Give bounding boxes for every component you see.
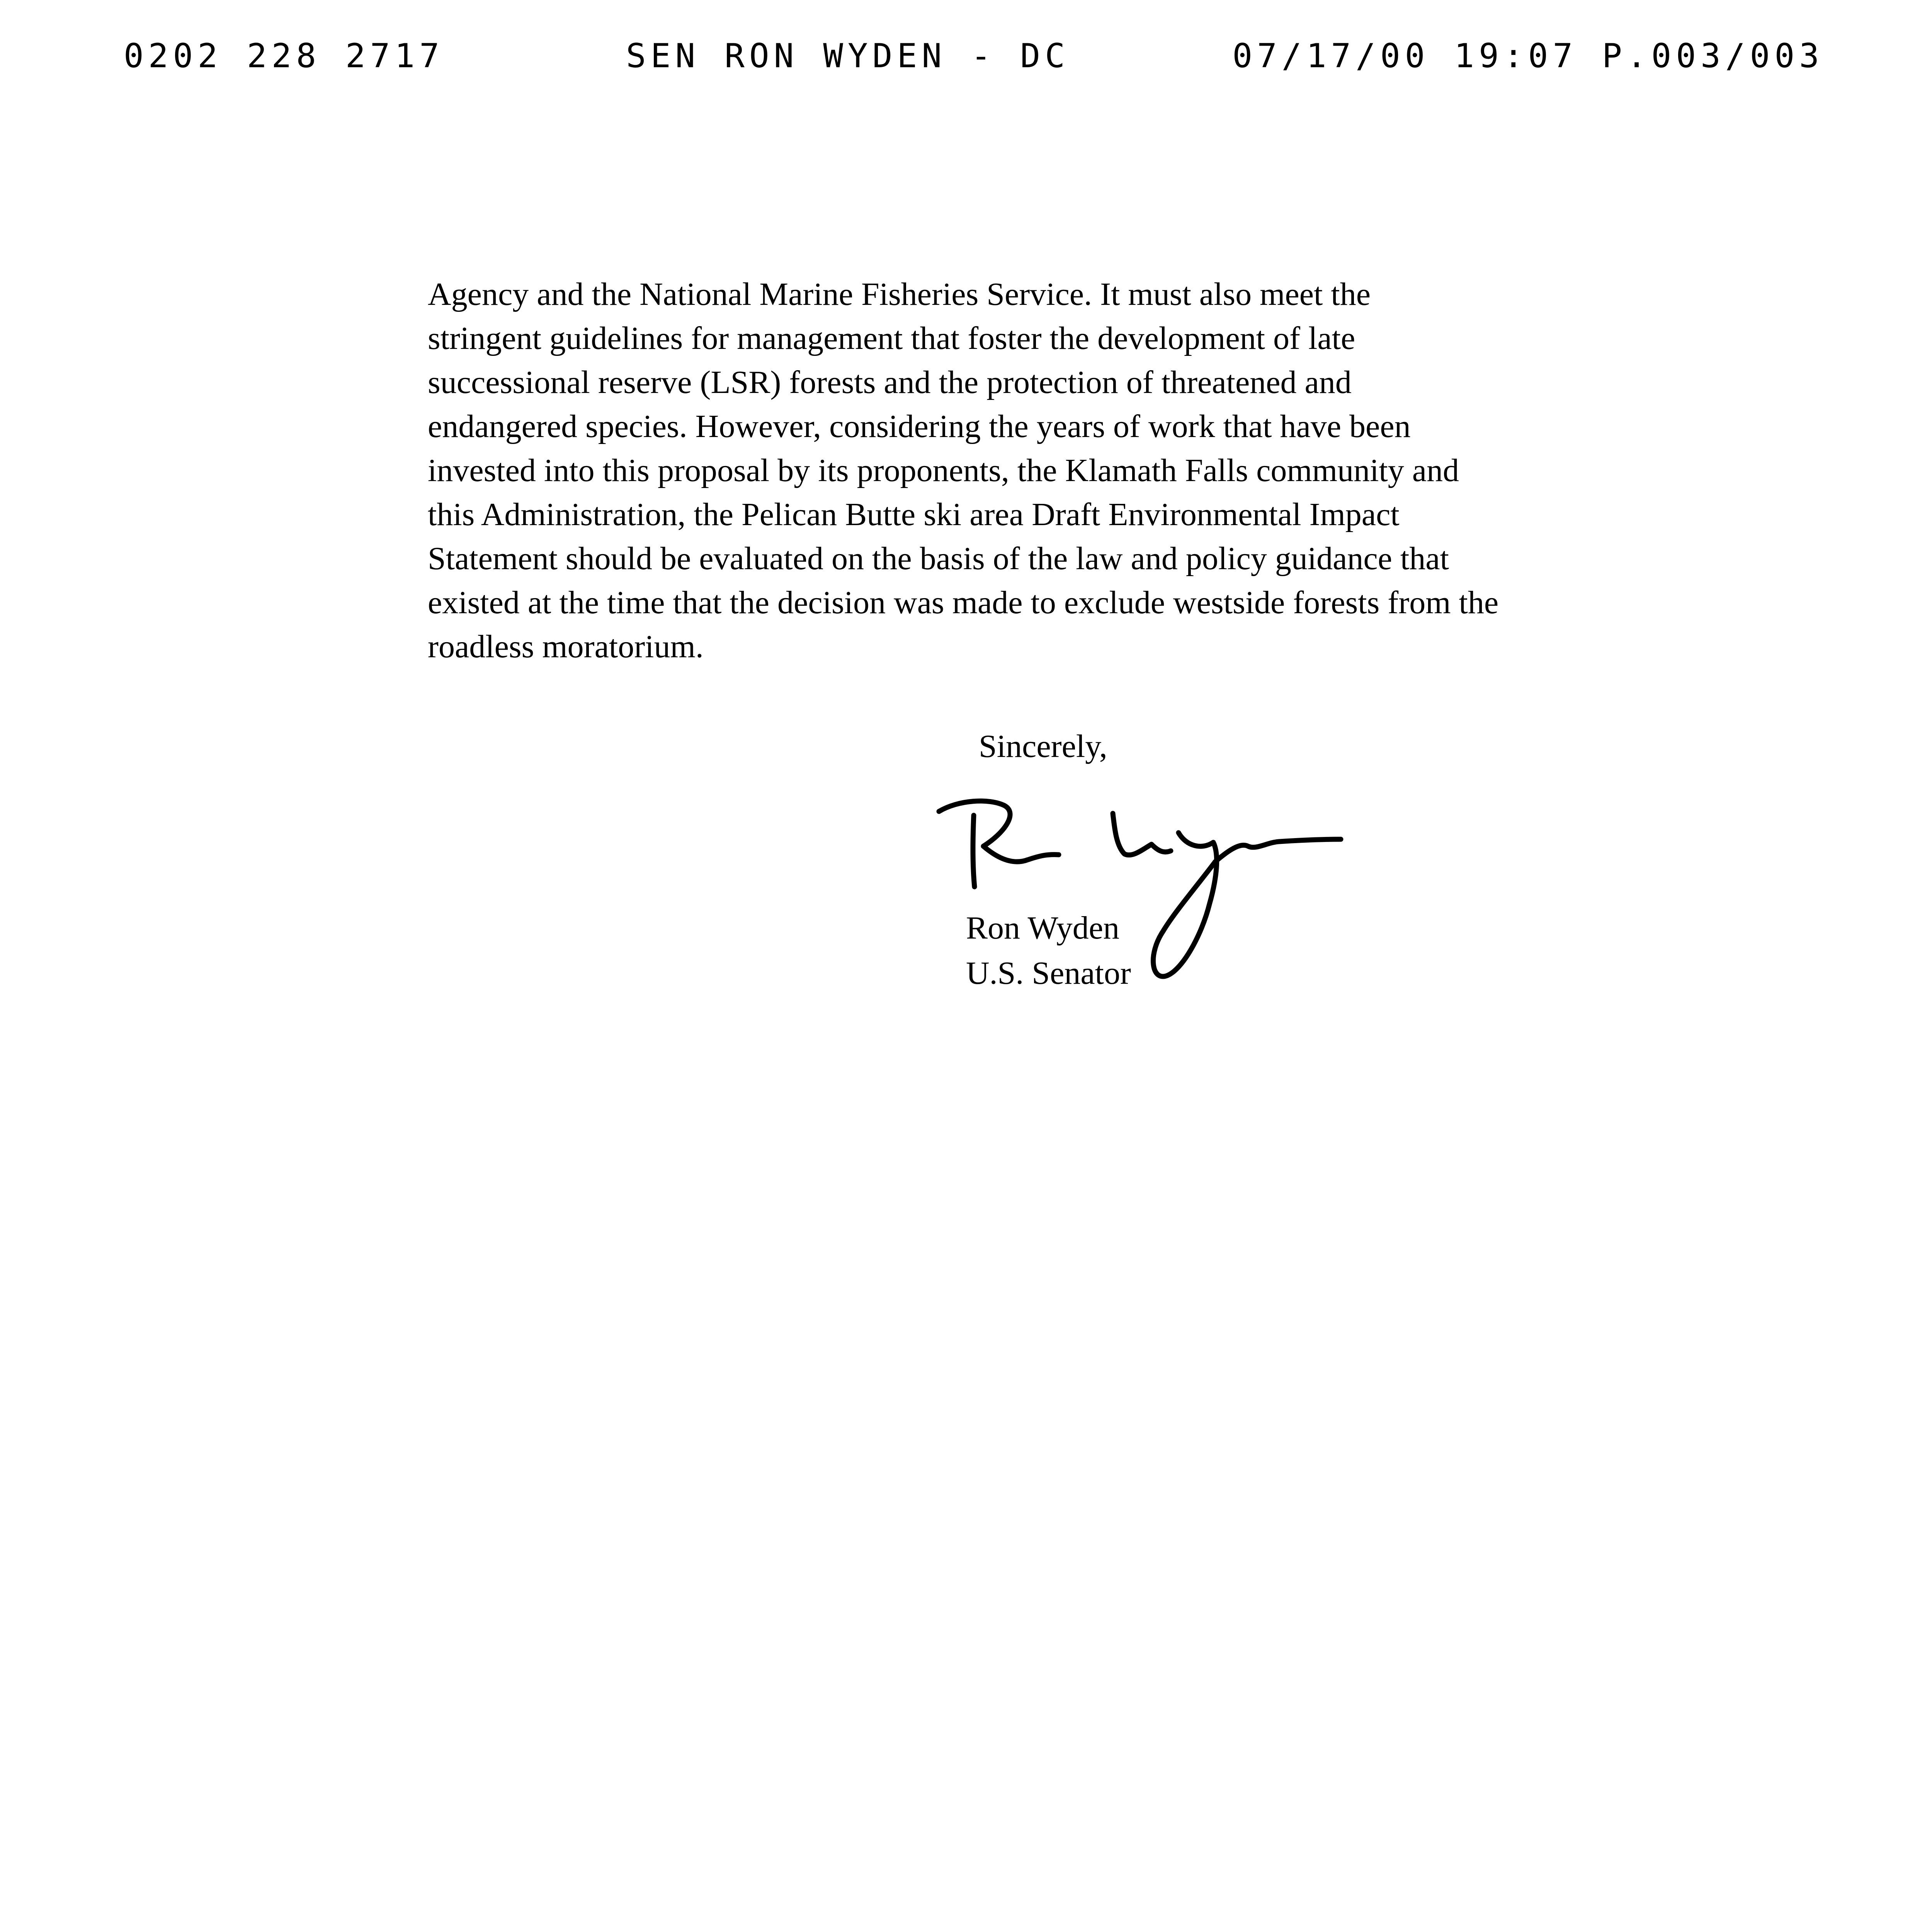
closing-salutation: Sincerely, bbox=[979, 728, 1107, 764]
body-line: existed at the time that the decision was made to exclude westside forests from the bbox=[428, 585, 1499, 621]
body-line: roadless moratorium. bbox=[428, 629, 704, 665]
body-line: Agency and the National Marine Fisheries Service. It must also meet the bbox=[428, 276, 1371, 312]
fax-sender-id: SEN RON WYDEN - DC bbox=[626, 37, 1070, 75]
fax-phone-number: 0202 228 2717 bbox=[124, 37, 444, 75]
body-line: invested into this proposal by its proponents, the Klamath Falls community and bbox=[428, 452, 1459, 488]
signer-name: Ron Wyden bbox=[966, 910, 1120, 946]
body-line: endangered species. However, considering the years of work that have been bbox=[428, 408, 1411, 444]
signer-title: U.S. Senator bbox=[966, 955, 1131, 991]
body-line: stringent guidelines for management that foster the development of late bbox=[428, 320, 1355, 356]
letter-body bbox=[428, 272, 1714, 669]
fax-header bbox=[124, 37, 1824, 83]
body-line: successional reserve (LSR) forests and the protection of threatened and bbox=[428, 364, 1352, 400]
body-line: Statement should be evaluated on the basis of the law and policy guidance that bbox=[428, 541, 1449, 577]
body-line: this Administration, the Pelican Butte ski area Draft Environmental Impact bbox=[428, 497, 1400, 532]
fax-datetime-page: 07/17/00 19:07 P.003/003 bbox=[1232, 37, 1824, 75]
